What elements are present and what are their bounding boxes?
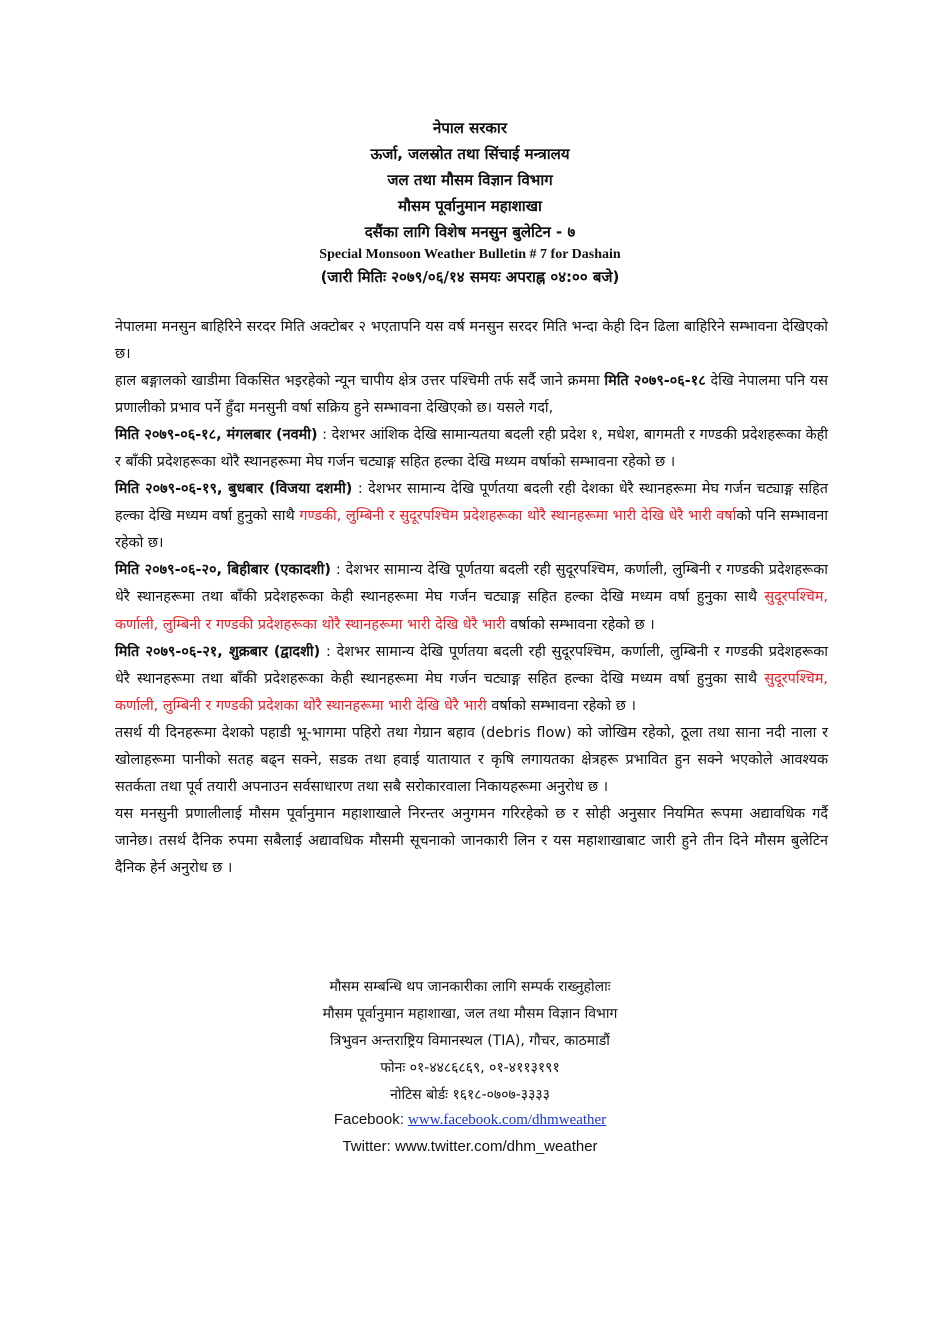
paragraph-monsoon-withdrawal: नेपालमा मनसुन बाहिरिने सरदर मिति अक्टोबर २ भएतापनि यस वर्ष मनसुन सरदर मिति भन्दा केही दिन ढिला बाहिरिने सम्भावना देखिएको छ।: [115, 319, 828, 363]
paragraph-day-ekadashi: [115, 557, 828, 638]
date-dwadashi: मिति २०७९-०६-२१, शुक्रबार (द्वादशी): [115, 643, 321, 660]
forecast-ekadashi: : देशभर सामान्य देखि पूर्णतया बदली रही सुदूरपश्चिम, कर्णाली, लुम्बिनी र गण्डकी प्रदेशहरूका धेरै स्थानहरूमा तथा बाँकी प्रदेशहरूका केही स्थानहरूमा मेघ गर्जन चट्याङ्ग सहित हल्का देखि मध्यम वर्षा हुनुका साथै: [115, 562, 828, 606]
header-government: नेपाल सरकार: [433, 119, 507, 137]
contact-intro: मौसम सम्बन्धि थप जानकारीका लागि सम्पर्क राख्नुहोलाः: [329, 979, 611, 995]
facebook-link[interactable]: www.facebook.com/dhmweather: [408, 1112, 607, 1128]
twitter-url: www.twitter.com/dhm_weather: [394, 1138, 598, 1155]
forecast-dwadashi: : देशभर सामान्य देखि पूर्णतया बदली रही सुदूरपश्चिम, कर्णाली, लुम्बिनी र गण्डकी प्रदेशहरूका धेरै स्थानहरूमा तथा बाँकी प्रदेशहरूका केही स्थानहरूमा मेघ गर्जन चट्याङ्ग सहित हल्का देखि मध्यम वर्षा हुनुका साथै: [115, 643, 828, 687]
forecast-dashami-end: को पनि सम्भावना रहेको छ।: [115, 508, 829, 552]
bulletin-title-en: Special Monsoon Weather Bulletin # 7 for Dashain: [319, 247, 621, 262]
paragraph-day-dashami: [115, 476, 828, 557]
p2-text: हाल बङ्गालको खाडीमा विकसित भइरहेको न्यून चापीय क्षेत्र उत्तर पश्चिमी तर्फ सर्दै जाने क्रममा: [115, 373, 605, 390]
forecast-navami: : देशभर आंशिक देखि सामान्यतया बदली रही प्रदेश १, मधेश, बागमती र गण्डकी प्रदेशहरूका केही र बाँकी प्रदेशहरूका थोरै स्थानहरूमा मेघ गर्जन चट्याङ्ग सहित हल्का देखि मध्यम वर्षाको सम्भावना रहेको छ ।: [115, 427, 828, 471]
header-ministry: ऊर्जा, जलस्रोत तथा सिंचाई मन्त्रालय: [370, 145, 570, 163]
paragraph-low-pressure: [115, 368, 828, 422]
contact-facebook: [0, 1111, 940, 1129]
date-navami: मिति २०७९-०६-१८, मंगलबार (नवमी): [115, 427, 318, 444]
contact-notice-board: नोटिस बोर्डः १६१८-०७०७-३३३३: [390, 1087, 550, 1103]
contact-twitter: [0, 1138, 940, 1155]
contact-phone: फोनः ०१-४४८६८६९, ०१-४११३१९१: [380, 1060, 560, 1076]
paragraph-monitoring: यस मनसुनी प्रणालीलाई मौसम पूर्वानुमान महाशाखाले निरन्तर अनुगमन गरिरहेको छ र सोही अनुसार नियमित रूपमा अद्यावधिक गर्दै जानेछ। तसर्थ दैनिक रुपमा सबैलाई अद्यावधिक मौसमी सूचनाको जानकारी लिन र यस महाशाखाबाट जारी हुने तीन दिने मौसम बुलेटिन दैनिक हेर्न अनुरोध छ ।: [115, 805, 828, 876]
contact-address: त्रिभुवन अन्तराष्ट्रिय विमानस्थल (TIA), गौचर, काठमाडौं: [330, 1033, 610, 1049]
facebook-label: Facebook:: [333, 1111, 409, 1128]
paragraph-precautions: तसर्थ यी दिनहरूमा देशको पहाडी भू-भागमा पहिरो तथा गेग्रान बहाव (debris flow) को जोखिम रहेको, ठूला तथा साना नदी नाला र खोलाहरूमा पानीको सतह बढ्न सक्ने, सडक तथा हवाई यातायात र कृषि लगायतका क्षेत्रहरू प्रभावित हुन सक्ने भएकोले आवश्यक सतर्कता तथा पूर्व तयारी अपनाउन सर्वसाधारण तथा सबै सरोकारवाला निकायहरूमा अनुरोध छ ।: [115, 724, 828, 795]
twitter-label: Twitter:: [342, 1138, 395, 1155]
warning-dwadashi: सुदूरपश्चिम, कर्णाली, लुम्बिनी र गण्डकी प्रदेशका थोरै स्थानहरूमा भारी देखि धेरै भारी: [115, 670, 828, 714]
paragraph-day-dwadashi: [115, 639, 828, 720]
forecast-ekadashi-end: वर्षाको सम्भावना रहेको छ ।: [505, 616, 655, 633]
header-department: जल तथा मौसम विज्ञान विभाग: [387, 171, 553, 189]
bulletin-title-np: दसैंका लागि विशेष मनसुन बुलेटिन - ७: [364, 223, 576, 241]
paragraph-day-navami: [115, 422, 828, 476]
date-ekadashi: मिति २०७९-०६-२०, बिहीबार (एकादशी): [115, 562, 331, 579]
warning-dashami: गण्डकी, लुम्बिनी र सुदूरपश्चिम प्रदेशहरूका थोरै स्थानहरूमा भारी देखि धेरै भारी वर्षा: [299, 508, 737, 525]
header-division: मौसम पूर्वानुमान महाशाखा: [398, 197, 542, 215]
p2-post: देखि नेपालमा पनि यस प्रणालीको प्रभाव पर्ने हुँदा मनसुनी वर्षा सक्रिय हुने सम्भावना देखिएको छ। यसले गर्दा,: [115, 373, 828, 417]
issue-date-time: (जारी मितिः २०७९/०६/१४ समयः अपराह्न ०४:०० बजे): [320, 268, 620, 286]
warning-ekadashi: सुदूरपश्चिम, कर्णाली, लुम्बिनी र गण्डकी प्रदेशहरूका थोरै स्थानहरूमा भारी देखि धेरै भारी: [115, 589, 828, 633]
contact-office: मौसम पूर्वानुमान महाशाखा, जल तथा मौसम विज्ञान विभाग: [322, 1006, 618, 1022]
date-dashami: मिति २०७९-०६-१९, बुधबार (विजया दशमी): [115, 481, 353, 498]
p2-date: मिति २०७९-०६-१८: [604, 373, 706, 390]
forecast-dashami: : देशभर सामान्य देखि पूर्णतया बदली रही देशका धेरै स्थानहरूमा मेघ गर्जन चट्याङ्ग सहित हल्का देखि मध्यम वर्षा हुनुको साथै: [115, 481, 828, 525]
forecast-dwadashi-end: वर्षाको सम्भावना रहेको छ ।: [486, 697, 636, 714]
bulletin-body: [115, 314, 828, 882]
